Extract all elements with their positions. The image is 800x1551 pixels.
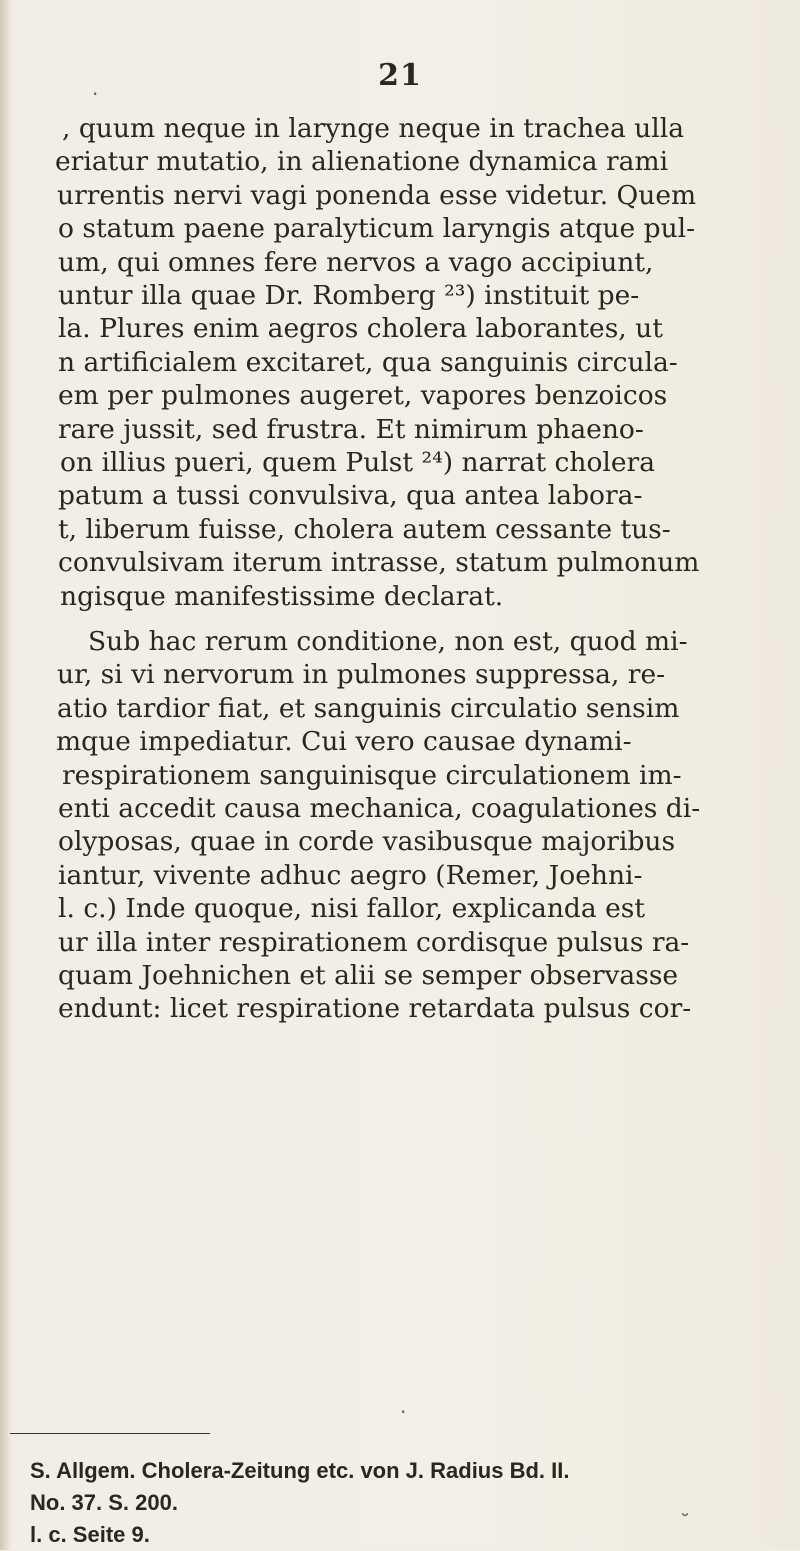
text-line: o statum paene paralyticum laryngis atque pul- (58, 213, 696, 244)
text-line: on illius pueri, quem Pulst ²⁴) narrat cholera (60, 447, 656, 478)
text-line: eriatur mutatio, in alienatione dynamica rami (55, 146, 669, 177)
page-gutter-shadow (0, 0, 10, 1550)
ink-speck: ˘ (680, 1510, 690, 1534)
text-line: em per pulmones augeret, vapores benzoicos (58, 380, 668, 411)
text-line: um, qui omnes fere nervos a vago accipiunt, (58, 247, 654, 278)
text-line: rare jussit, sed frustra. Et nimirum phaeno- (58, 414, 644, 445)
text-line: olyposas, quae in corde vasibusque majoribus (58, 826, 676, 857)
text-line: untur illa quae Dr. Romberg ²³) instituit pe- (58, 280, 640, 311)
text-line: , quum neque in larynge neque in trachea ulla (62, 113, 684, 144)
footnote-line: S. Allgem. Cholera-Zeitung etc. von J. Radius Bd. II. (30, 1458, 570, 1483)
footnotes (30, 1455, 790, 1551)
text-line: enti accedit causa mechanica, coagulationes di- (58, 793, 701, 824)
footnote-line: l. c. Seite 9. (30, 1522, 150, 1547)
text-line: respirationem sanguinisque circulationem im- (62, 760, 682, 791)
ink-speck: · (400, 1400, 407, 1424)
text-line: n artificialem excitaret, qua sanguinis circula- (58, 347, 678, 378)
footnote-line: No. 37. S. 200. (30, 1490, 178, 1515)
text-line: ngisque manifestissime declarat. (60, 581, 504, 612)
text-line: atio tardior fiat, et sanguinis circulatio sensim (57, 693, 680, 724)
text-line: la. Plures enim aegros cholera laborantes, ut (58, 313, 663, 344)
text-line: Sub hac rerum conditione, non est, quod mi- (88, 626, 688, 657)
text-line: quam Joehnichen et alii se semper observasse (58, 960, 679, 991)
text-line: ur, si vi nervorum in pulmones suppressa, re- (57, 659, 666, 690)
text-line: endunt: licet respiratione retardata pulsus cor- (58, 993, 692, 1024)
text-line: mque impediatur. Cui vero causae dynami- (56, 726, 632, 757)
text-line: ur illa inter respirationem cordisque pulsus ra- (58, 927, 690, 958)
page-number: 21 (378, 58, 422, 93)
text-line: l. c.) Inde quoque, nisi fallor, explicanda est (58, 893, 646, 924)
text-line: t, liberum fuisse, cholera autem cessante tus- (58, 514, 671, 545)
footnote-rule (10, 1433, 210, 1434)
text-line: convulsivam iterum intrasse, statum pulmonum (58, 547, 700, 578)
text-line: iantur, vivente adhuc aegro (Remer, Joehni- (58, 860, 643, 891)
ink-speck: · (92, 82, 99, 106)
text-line: urrentis nervi vagi ponenda esse videtur. Quem (57, 180, 697, 211)
text-line: patum a tussi convulsiva, qua antea labora- (58, 480, 643, 511)
